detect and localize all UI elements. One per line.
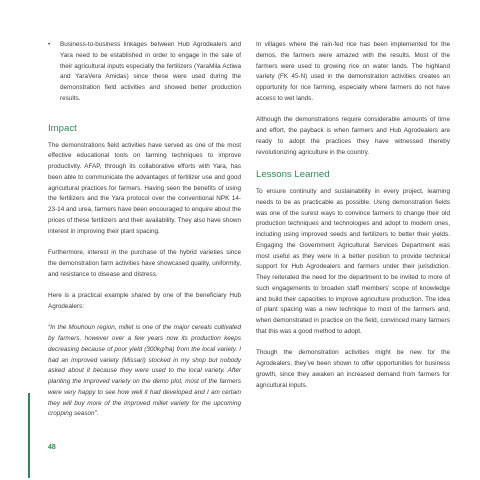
right-column bbox=[256, 40, 450, 402]
bullet-text: Business-to-business linkages between Hub Agrodealers and Yara need to be established in order to engage in the sale of their agricultural inputs especially the fertilizers (YaraMila Actiwa and YaraVera Amidas) since these were used during the demonstration field activities and showed better production results. bbox=[60, 41, 241, 102]
impact-paragraph-3: Here is a practical example shared by one of the beneficiary Hub Agrodealers: bbox=[48, 292, 241, 310]
lessons-paragraph-2: Though the demonstration activities might be new for the Agrodealers, they’ve been shown to offer opportunities for business growth, since they awaken an increased demand from farmers for agricultural inputs. bbox=[256, 349, 450, 389]
left-column bbox=[48, 40, 241, 431]
agrodealer-quote: “In the Mouhoun region, millet is one of the major cereals cultivated by farmers, however over a few years now its production keeps decreasing because of poor yield (300kg/ha) from the local variety. I had an improved variety (Missari) stocked in my shop but nobody asked about it because they were used to the local variety. After planting the improved variety on the demo plot, most of the farmers were very happy to see how well it had developed and I am certain they will buy more of the improved millet variety for the upcoming cropping season”. bbox=[48, 324, 241, 418]
bullet-item bbox=[48, 40, 241, 105]
page-number: 48 bbox=[48, 444, 56, 451]
impact-heading: Impact bbox=[48, 122, 77, 134]
lessons-heading: Lessons Learned bbox=[256, 169, 330, 181]
bullet-dot-icon: • bbox=[48, 41, 51, 48]
impact-paragraph-2: Furthermore, interest in the purchase of the hybrid varieties since the demonstration farm activities have showcased quality, uniformity, and resistance to disease and distress. bbox=[48, 249, 241, 278]
payback-paragraph: Although the demonstrations require considerable amounts of time and effort, the payback is when farmers and Hub Agrodealers are ready to adopt the practices they have witnessed thereby revolutionizing agriculture in the country. bbox=[256, 116, 450, 156]
impact-paragraph-1: The demonstrations field activities have served as one of the most effective educational tools on farming techniques to improve productivity. AFAP, through its collaborative efforts with Yara, has been able to communicate the advantages of fertilizer use and good agricultural practices for farmers. Having seen the benefits of using the fertilizers and the Yara protocol over the conventional NPK 14-23-14 and urea, farmers have been encouraged to enquire about the prices of these fertilizers and their availability. They also have shown interest in improving their plant spacing. bbox=[48, 141, 241, 235]
page-accent-bar bbox=[28, 393, 30, 478]
rice-paragraph: In villages where the rain-fed rice has been implemented for the demos, the farmers were amazed with the results. Most of the farmers were used to growing rice on water lands. The highland variety (FK 45-N) used in the demonstration activities creates an opportunity for rice farming, especially where farmers do not have access to wet lands. bbox=[256, 41, 450, 102]
lessons-paragraph-1: To ensure continuity and sustainability in every project, learning needs to be as practicable as possible. Using demonstration fields was one of the surest ways to convince farmers to change their old production techniques and technologies and adopt to modern ones, including using improved seeds and fertilizers to better their yields. Engaging the Government Agricultural Services Department was most useful as they were in a better position to provide technical support for Hub Agrodealers and farmers under their jurisdiction. They reiterated the need for the department to be invited to more of such engagements to broaden staff members’ scope of knowledge and build their capacities to improve agriculture production. The idea of plant spacing was a new technique to most of the farmers and, when demonstrated in practice on the field, convinced many farmers that this was a good method to adopt. bbox=[256, 188, 450, 335]
